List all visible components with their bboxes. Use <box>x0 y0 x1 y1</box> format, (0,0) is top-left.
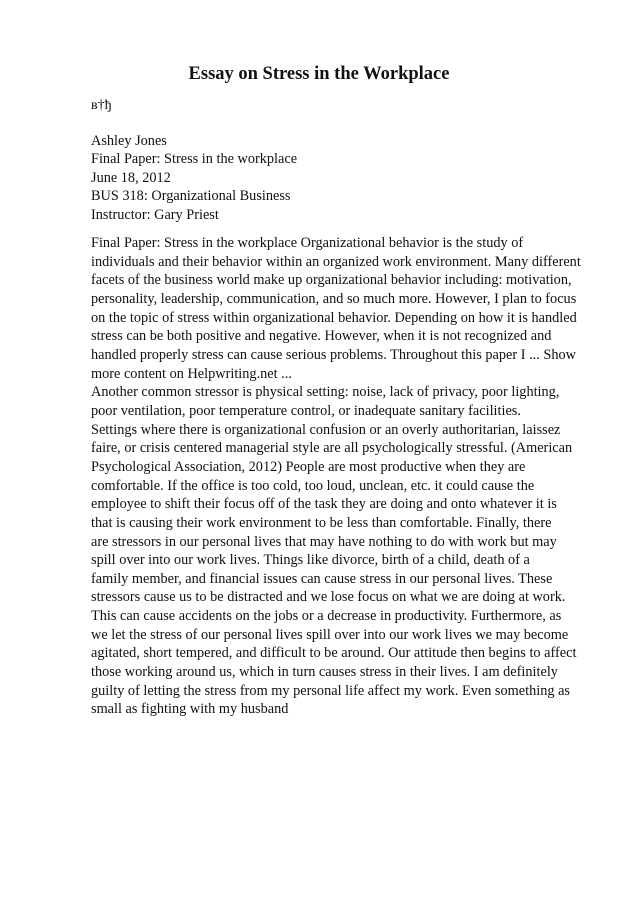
body-line: spill over into our work lives. Things like divorce, birth of a child, death of a <box>91 552 530 569</box>
author-info-block <box>91 132 591 224</box>
body-line: more content on Helpwriting.net ... <box>91 365 292 382</box>
body-line: agitated, short tempered, and difficult to be around. Our attitude then begins to affect <box>91 645 577 662</box>
body-line: personality, leadership, communication, and so much more. However, I plan to focus <box>91 290 577 307</box>
body-line: employee to shift their focus off of the task they are doing and onto whatever it is <box>91 496 557 513</box>
body-line: we let the stress of our personal lives spill over into our work lives we may become <box>91 626 569 643</box>
body-line: poor ventilation, poor temperature control, or inadequate sanitary facilities. <box>91 402 521 419</box>
body-line: are stressors in our personal lives that may have nothing to do with work but may <box>91 533 557 550</box>
document-title: Essay on Stress in the Workplace <box>188 64 450 84</box>
body-line: those working around us, which in turn causes stress in their lives. I am definitely <box>91 664 558 681</box>
body-line: faire, or crisis centered managerial style are all psychologically stressful. (American <box>91 440 573 457</box>
body-line: stress can be both positive and negative. However, when it is not recognized and <box>91 328 552 345</box>
course-name: BUS 318: Organizational Business <box>91 188 291 205</box>
body-line: family member, and financial issues can cause stress in our personal lives. These <box>91 570 553 587</box>
body-line: This can cause accidents on the jobs or a decrease in productivity. Furthermore, as <box>91 608 562 625</box>
instructor-name: Instructor: Gary Priest <box>91 206 219 223</box>
essay-body <box>91 234 591 719</box>
body-line: guilty of letting the stress from my personal life affect my work. Even something as <box>91 682 570 699</box>
garbled-symbol: в†ђ <box>91 98 112 113</box>
paper-date: June 18, 2012 <box>91 169 171 186</box>
body-line: comfortable. If the office is too cold, too loud, unclean, etc. it could cause the <box>91 477 535 494</box>
body-line: Psychological Association, 2012) People are most productive when they are <box>91 458 526 475</box>
body-line: on the topic of stress within organizational behavior. Depending on how it is handled <box>91 309 577 326</box>
body-line: stressors cause us to be distracted and we lose focus on what we are doing at work. <box>91 589 566 606</box>
body-line: handled properly stress can cause serious problems. Throughout this paper I ... Show <box>91 346 576 363</box>
body-line: individuals and their behavior within an organized work environment. Many different <box>91 253 581 270</box>
body-line: Settings where there is organizational confusion or an overly authoritarian, laissez <box>91 421 561 438</box>
body-line: Final Paper: Stress in the workplace Organizational behavior is the study of <box>91 235 524 251</box>
body-line: that is causing their work environment to be less than comfortable. Finally, there <box>91 514 552 531</box>
body-line: facets of the business world make up organizational behavior including: motivation, <box>91 272 572 289</box>
paper-title-line: Final Paper: Stress in the workplace <box>91 151 298 168</box>
author-name: Ashley Jones <box>91 133 167 149</box>
body-line: small as fighting with my husband <box>91 701 289 718</box>
body-line: Another common stressor is physical setting: noise, lack of privacy, poor lighting, <box>91 384 560 401</box>
